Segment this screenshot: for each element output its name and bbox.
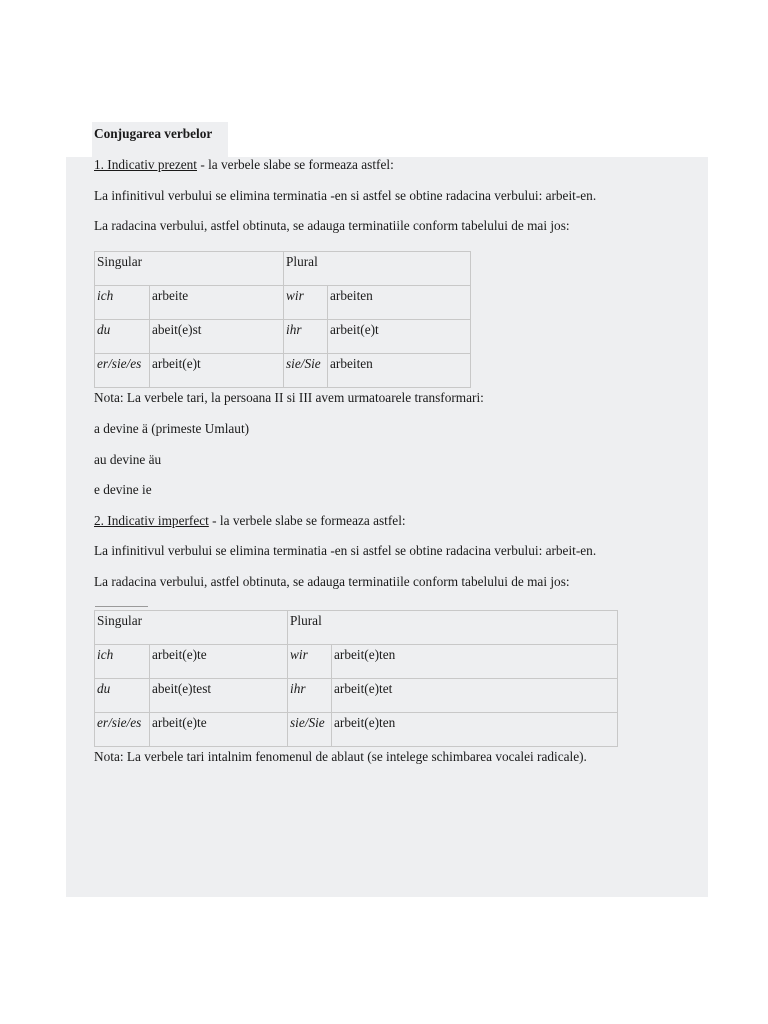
table-row [95,286,471,320]
section2-heading-line [94,513,406,529]
pronoun-cell: sie/Sie [288,713,332,747]
form-cell: arbeit(e)t [328,320,471,354]
table-row [95,645,618,679]
table-anchor-rule [95,606,148,607]
pronoun-cell: du [95,320,150,354]
table-row [95,713,618,747]
section1-heading-line [94,157,394,173]
form-cell: abeit(e)test [150,679,288,713]
header-singular: Singular [95,252,284,286]
table-header-row [95,252,471,286]
section1-heading: 1. Indicativ prezent [94,157,198,172]
change-item: au devine äu [94,452,162,467]
form-cell: abeit(e)st [150,320,284,354]
section1-note: Nota: La verbele tari, la persoana II si III avem urmatoarele transformari: [94,390,484,405]
section2-para1: La infinitivul verbului se elimina terminatia -en si astfel se obtine radacina verbului: arbeit-en. [94,543,597,558]
page-title: Conjugarea verbelor [94,126,213,141]
header-plural: Plural [284,252,471,286]
form-cell: arbeit(e)te [150,645,288,679]
form-cell: arbeit(e)tet [332,679,618,713]
form-cell: arbeit(e)ten [332,645,618,679]
form-cell: arbeiten [328,354,471,388]
pronoun-cell: ich [95,645,150,679]
section1-para1: La infinitivul verbului se elimina terminatia -en si astfel se obtine radacina verbului: arbeit-en. [94,188,597,203]
form-cell: arbeit(e)ten [332,713,618,747]
form-cell: arbeit(e)te [150,713,288,747]
section1-heading-rest: - la verbele slabe se formeaza astfel: [197,157,394,172]
table-header-row [95,611,618,645]
header-plural: Plural [288,611,618,645]
section2-heading: 2. Indicativ imperfect [94,513,209,528]
table-row [95,320,471,354]
change-item: e devine ie [94,482,152,497]
change-item: a devine ä (primeste Umlaut) [94,421,250,436]
pronoun-cell: ich [95,286,150,320]
table-row [95,679,618,713]
pronoun-cell: er/sie/es [95,713,150,747]
pronoun-cell: er/sie/es [95,354,150,388]
pronoun-cell: sie/Sie [284,354,328,388]
table-row [95,354,471,388]
section1-conjugation-table [94,251,471,388]
section2-note: Nota: La verbele tari intalnim fenomenul de ablaut (se intelege schimbarea vocalei radicale). [94,749,587,764]
pronoun-cell: du [95,679,150,713]
form-cell: arbeit(e)t [150,354,284,388]
pronoun-cell: ihr [284,320,328,354]
section1-para2: La radacina verbului, astfel obtinuta, se adauga terminatiile conform tabelului de mai jos: [94,218,570,233]
pronoun-cell: wir [284,286,328,320]
form-cell: arbeite [150,286,284,320]
pronoun-cell: wir [288,645,332,679]
section2-conjugation-table [94,610,618,747]
pronoun-cell: ihr [288,679,332,713]
header-singular: Singular [95,611,288,645]
form-cell: arbeiten [328,286,471,320]
section2-heading-rest: - la verbele slabe se formeaza astfel: [208,513,406,528]
section2-para2: La radacina verbului, astfel obtinuta, se adauga terminatiile conform tabelului de mai jos: [94,574,570,589]
